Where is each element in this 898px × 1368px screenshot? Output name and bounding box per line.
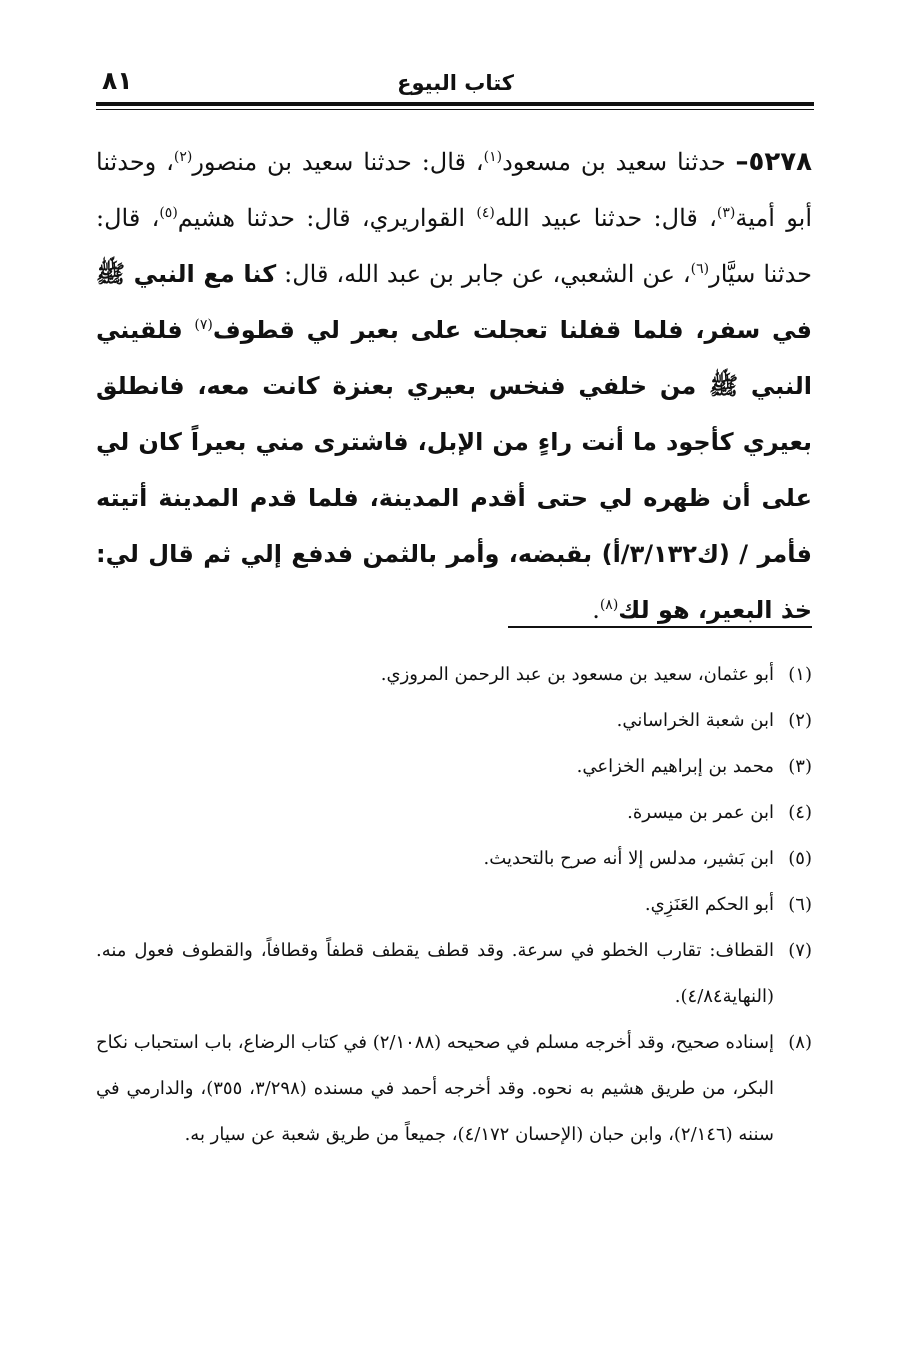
isnad-2: ، وحدثنا أبو أمية [96, 148, 812, 232]
matn-end: . [592, 596, 600, 624]
header-rule-thin [96, 109, 814, 110]
footnote-text: أبو عثمان، سعيد بن مسعود بن عبد الرحمن المروزي. [380, 664, 774, 685]
footnote-ref-5[interactable]: (٥) [159, 205, 178, 221]
isnad-5: ، قال: حدثنا سيَّار [96, 204, 812, 288]
footnote-number: (٥) [788, 848, 812, 869]
footnote-ref-1[interactable]: (١) [483, 149, 503, 165]
isnad-1: ، قال: حدثنا سعيد بن منصور [192, 148, 484, 176]
footnote-number: (٧) [788, 940, 812, 961]
footnote-text: القطاف: تقارب الخطو في سرعة. وقد قطف يقطف قطفاً وقطافاً، والقطوف فعول منه. (النهاية٤/٨٤). [96, 940, 774, 1007]
footnote-ref-6[interactable]: (٦) [690, 261, 710, 277]
footnote-number: (٢) [788, 710, 812, 731]
footnote-ref-4[interactable]: (٤) [476, 205, 495, 221]
header-rule-thick [96, 102, 814, 106]
footnote-number: (٣) [788, 756, 812, 777]
footnote-number: (٦) [788, 894, 812, 915]
hadith-number: ٥٢٧٨ [748, 147, 812, 177]
footnote-6 [96, 882, 812, 928]
footnote-text: ابن عمر بن ميسرة. [627, 802, 774, 823]
footnote-ref-7[interactable]: (٧) [194, 317, 213, 333]
matn-part-1: كنا مع النبي ﷺ في سفر، فلما قفلنا تعجلت على بعير لي قطوف [96, 260, 813, 344]
hadith-text [96, 134, 812, 638]
footnote-ref-8[interactable]: (٨) [599, 597, 619, 613]
isnad-0: حدثنا سعيد بن مسعود [502, 148, 736, 176]
footnote-number: (٤) [788, 802, 812, 823]
isnad-4: القواريري، قال: حدثنا هشيم [177, 204, 477, 232]
footnote-number: (٨) [788, 1032, 812, 1053]
footnote-7 [96, 928, 812, 1020]
footnote-text: إسناده صحيح، وقد أخرجه مسلم في صحيحه (٢/١٠٨٨) في كتاب الرضاع، باب استحباب نكاح البكر، من طريق هشيم به نحوه. وقد أخرجه أحمد في مسنده (٣/٢٩٨، ٣٥٥)، والدارمي في سننه (٢/١٤٦)، وابن حبان (الإحسان ٤/١٧٢)، جميعاً من طريق شعبة عن سيار به. [96, 1032, 774, 1145]
hadith-dash: – [735, 147, 749, 177]
footnote-4 [96, 790, 812, 836]
footnote-ref-2[interactable]: (٢) [173, 149, 193, 165]
footnote-2 [96, 698, 812, 744]
page-number: ٨١ [102, 66, 133, 95]
isnad-3: ، قال: حدثنا عبيد الله [494, 204, 717, 232]
footnote-number: (١) [788, 664, 812, 685]
footnote-separator [508, 626, 812, 628]
footnote-3 [96, 744, 812, 790]
chapter-title: كتاب البيوع [397, 71, 514, 95]
isnad-6: ، عن الشعبي، عن جابر بن عبد الله، قال: [276, 260, 691, 288]
footnote-ref-3[interactable]: (٣) [716, 205, 736, 221]
footnote-text: ابن شعبة الخراساني. [616, 710, 774, 731]
footnotes [96, 652, 812, 1158]
running-header [96, 66, 814, 100]
footnote-text: ابن بَشير، مدلس إلا أنه صرح بالتحديث. [483, 848, 774, 869]
footnote-text: محمد بن إبراهيم الخزاعي. [576, 756, 774, 777]
matn-part-2: فلقيني النبي ﷺ من خلفي فنخس بعيري بعنزة كانت معه، فانطلق بعيري كأجود ما أنت راءٍ من الإبل، فاشترى مني بعيراً كان لي على أن ظهره لي حتى أقدم المدينة، فلما قدم المدينة أتيته فأمر / (ك٣/١٣٢/أ) بقبضه، وأمر بالثمن فدفع إلي ثم قال لي: خذ البعير، هو لك [96, 316, 813, 624]
footnote-1 [96, 652, 812, 698]
footnote-8 [96, 1020, 812, 1158]
footnote-5 [96, 836, 812, 882]
footnote-text: أبو الحكم العَنَزِي. [644, 894, 774, 915]
